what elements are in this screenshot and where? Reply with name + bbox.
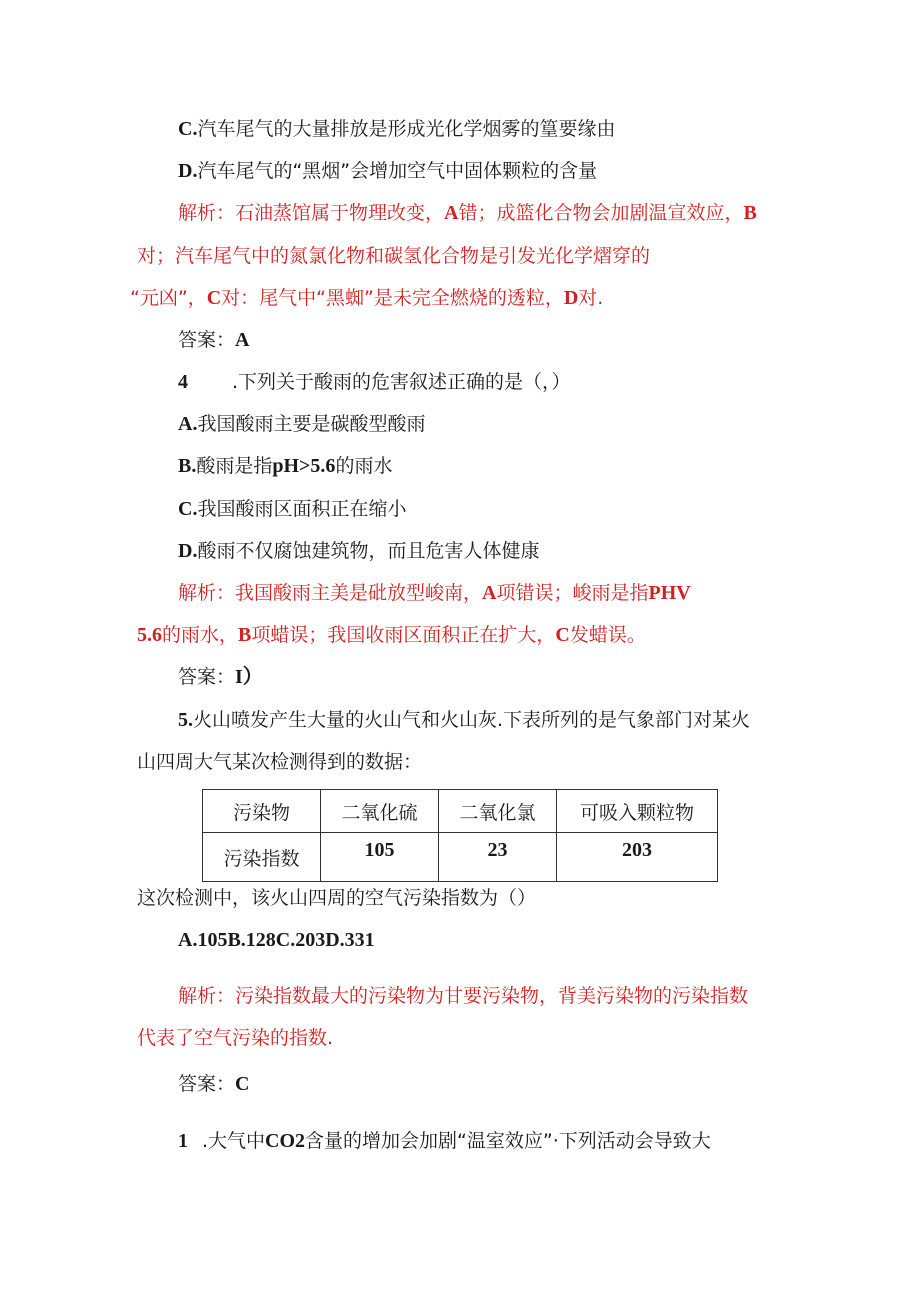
q3-analysis-line3: “元凶”，C对：尾气中“黑蜘”是未完全燃烧的透粒，D对.: [130, 287, 604, 309]
pollution-table: [202, 789, 718, 882]
table-cell: 23: [439, 833, 557, 882]
table-cell: 污染指数: [203, 833, 321, 882]
q5-stem-line2: 山四周大气某次检测得到的数据：: [137, 751, 423, 773]
table-cell: 105: [321, 833, 439, 882]
q4-option-b: B.酸雨是指pH>5.6的雨水: [178, 455, 393, 477]
q4-stem: 4 .下列关于酸雨的危害叙述正确的是（，）: [178, 371, 571, 393]
q3-option-c: C.汽车尾气的大量排放是形成光化学烟雾的篁要缘由: [178, 118, 616, 140]
q5-options: A.105B.128C.203D.331: [178, 929, 375, 951]
q3-answer: 答案：A: [178, 329, 250, 351]
table-header-cell: 二氧化氯: [439, 790, 557, 833]
q4-option-c: C.我国酸雨区面积正在缩小: [178, 498, 407, 520]
q3-option-d: D.汽车尾气的“黑烟”会增加空气中固体颗粒的含量: [178, 160, 598, 182]
q3-analysis-line2: 对；汽车尾气中的氮氯化物和碳氢化合物是引发光化学熠穿的: [137, 245, 651, 267]
q4-analysis-line1: 解析：我国酸雨主美是砒放型峻南，A项错误；峻雨是指PHV: [178, 582, 691, 604]
q4-option-a: A.我国酸雨主要是碳酸型酸雨: [178, 413, 426, 435]
q5-question: 这次检测中，该火山四周的空气污染指数为（）: [137, 887, 537, 909]
q3-analysis-line1: 解析：石油蒸馆属于物理改变，A错；成篮化合物会加剧温宣效应，B: [178, 202, 757, 224]
table-header-cell: 可吸入颗粒物: [557, 790, 718, 833]
q4-option-d: D.酸雨不仅腐蚀建筑物，而且危害人体健康: [178, 540, 540, 562]
q1-stem: 1 .大气中CO2含量的增加会加剧“温室效应”·下列活动会导致大: [178, 1130, 711, 1152]
table-header-row: [203, 790, 718, 833]
q4-analysis-line2: 5.6的雨水，B项蜡误；我国收雨区面积正在扩大，C发蜡误。: [137, 624, 646, 646]
table-row: [203, 833, 718, 882]
table-header-cell: 污染物: [203, 790, 321, 833]
q5-analysis-line2: 代表了空气污染的指数.: [137, 1027, 334, 1049]
table-cell: 203: [557, 833, 718, 882]
q5-answer: 答案：C: [178, 1073, 250, 1095]
q5-stem-line1: 5.火山喷发产生大量的火山气和火山灰.下表所列的是气象部门对某火: [178, 709, 751, 731]
q4-answer: 答案：I）: [178, 666, 263, 688]
table-header-cell: 二氧化硫: [321, 790, 439, 833]
q5-analysis-line1: 解析：污染指数最大的污染物为甘要污染物，背美污染物的污染指数: [178, 985, 749, 1007]
